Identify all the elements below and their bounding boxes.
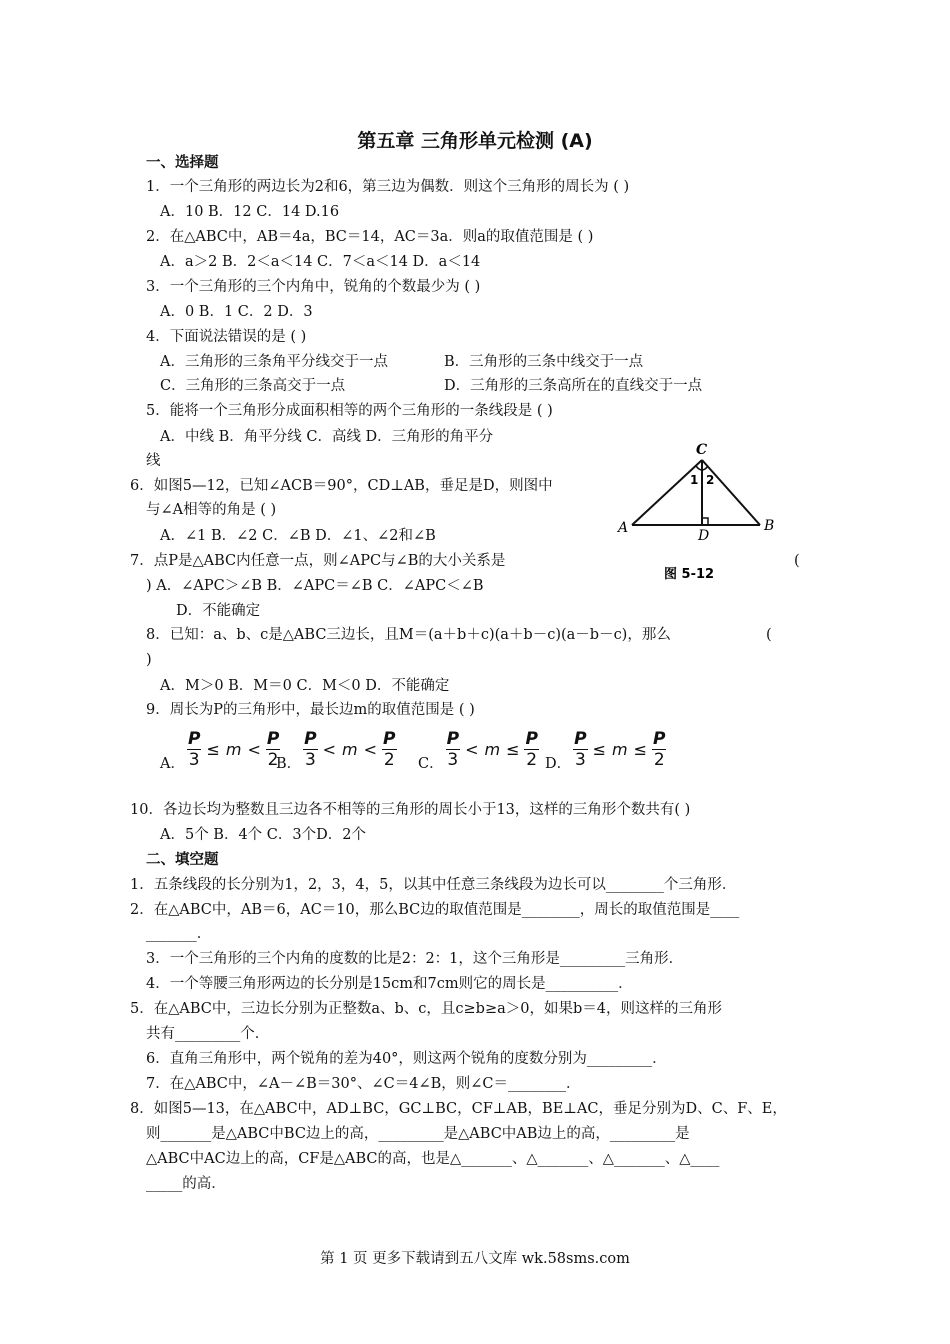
question-4-option-b: B．三角形的三条中线交于一点 xyxy=(444,354,644,370)
label-c: C xyxy=(696,442,708,458)
label-angle-2: 2 xyxy=(706,473,715,487)
fill-8-line-3: △ABC中AC边上的高，CF是△ABC的高，也是△_______、△_______、△_______、△____ xyxy=(146,1151,720,1167)
question-1: 1．一个三角形的两边长为2和6，第三边为偶数．则这个三角形的周长为 ( ) xyxy=(146,179,630,195)
question-9: 9．周长为P的三角形中，最长边m的取值范围是 ( ) xyxy=(146,702,475,718)
question-4: 4．下面说法错误的是 ( ) xyxy=(146,329,307,345)
fill-2: 2．在△ABC中，AB＝6，AC＝10，那么BC边的取值范围是________，周长的取值范围是____ xyxy=(130,902,740,918)
option-label: B． xyxy=(276,756,302,772)
question-3: 3．一个三角形的三个内角中，锐角的个数最少为 ( ) xyxy=(146,279,481,295)
question-6: 6．如图5—12，已知∠ACB＝90°，CD⊥AB，垂足是D，则图中 xyxy=(130,478,553,494)
question-6-continuation: 与∠A相等的角是 ( ) xyxy=(146,502,277,518)
fill-2-continuation: _______． xyxy=(146,926,212,942)
denominator: 2 xyxy=(267,749,279,770)
question-2: 2．在△ABC中，AB＝4a，BC＝14，AC＝3a．则a的取值范围是 ( ) xyxy=(146,229,594,245)
question-7: 7．点P是△ABC内任意一点，则∠APC与∠B的大小关系是 xyxy=(130,553,506,569)
side-cb xyxy=(702,460,760,525)
side-ac xyxy=(632,460,702,525)
question-4-option-a: A．三角形的三条角平分线交于一点 xyxy=(160,354,388,370)
operator: < xyxy=(363,740,378,759)
fill-4: 4．一个等腰三角形两边的长分别是15cm和7cm则它的周长是__________． xyxy=(146,976,633,992)
fraction xyxy=(524,730,538,770)
question-10-options: A．5个 B．4个 C．3个D．2个 xyxy=(160,827,366,843)
fraction xyxy=(187,730,201,770)
fill-5-continuation: 共有_________个． xyxy=(146,1026,270,1042)
figure-5-12 xyxy=(612,440,792,590)
fraction xyxy=(382,730,396,770)
fill-6: 6．直角三角形中，两个锐角的差为40°，则这两个锐角的度数分别为_________． xyxy=(146,1051,667,1067)
variable-m: m xyxy=(225,740,242,759)
question-8-options: A．M＞0 B．M＝0 C．M＜0 D．不能确定 xyxy=(160,678,450,694)
fill-8: 8．如图5—13，在△ABC中，AD⊥BC，GC⊥BC，CF⊥AB，BE⊥AC，垂足分别为D、C、F、E， xyxy=(130,1101,787,1117)
numerator: P xyxy=(304,728,317,749)
question-7-option-d: D．不能确定 xyxy=(176,603,261,619)
question-6-options: A．∠1 B．∠2 C．∠B D．∠1、∠2和∠B xyxy=(160,528,436,544)
denominator: 2 xyxy=(383,749,395,770)
question-9-option-a xyxy=(160,726,282,773)
question-9-option-d xyxy=(545,726,668,773)
numerator: P xyxy=(383,728,396,749)
fill-8-line-4: _____的高． xyxy=(146,1176,226,1192)
question-3-options: A．0 B．1 C．2 D．3 xyxy=(160,304,313,320)
operator: < xyxy=(465,740,479,759)
operator: < xyxy=(247,740,261,759)
option-label: D． xyxy=(545,756,572,772)
label-d: D xyxy=(698,528,710,544)
fraction xyxy=(303,730,317,770)
fill-5: 5．在△ABC中，三边长分别为正整数a、b、c，且c≥b≥a＞0，如果b＝4，则这样的三角形 xyxy=(130,1001,722,1017)
denominator: 3 xyxy=(574,749,586,770)
question-9-option-b xyxy=(276,726,399,773)
page-title: 第五章 三角形单元检测 (A) xyxy=(357,130,593,152)
variable-m: m xyxy=(612,740,628,759)
fraction xyxy=(446,730,460,770)
question-8-close-paren: ) xyxy=(146,652,152,668)
operator: < xyxy=(322,740,337,759)
denominator: 2 xyxy=(653,749,665,770)
question-8-paren: ( xyxy=(766,627,772,643)
variable-m: m xyxy=(342,740,358,759)
label-b: B xyxy=(764,518,775,534)
numerator: P xyxy=(525,728,538,749)
denominator: 3 xyxy=(188,749,200,770)
denominator: 2 xyxy=(526,749,538,770)
question-10: 10．各边长均为整数且三边各不相等的三角形的周长小于13，这样的三角形个数共有( ) xyxy=(130,802,691,818)
fill-1: 1．五条线段的长分别为1，2，3，4，5，以其中任意三条线段为边长可以________个三角形． xyxy=(130,877,737,893)
denominator: 3 xyxy=(447,749,459,770)
question-5-options: A．中线 B．角平分线 C．高线 D．三角形的角平分 xyxy=(160,429,494,445)
numerator: P xyxy=(574,728,587,749)
figure-caption: 图 5-12 xyxy=(664,567,715,582)
fill-7: 7．在△ABC中，∠A－∠B＝30°、∠C＝4∠B，则∠C＝________． xyxy=(146,1076,581,1092)
option-label: A． xyxy=(160,756,185,772)
question-4-option-d: D．三角形的三条高所在的直线交于一点 xyxy=(444,378,703,394)
numerator: P xyxy=(446,728,460,749)
page-footer: 第 1 页 更多下载请到五八文库 wk.58sms.com xyxy=(320,1251,630,1267)
label-a: A xyxy=(618,520,629,536)
question-4-option-c: C．三角形的三条高交于一点 xyxy=(160,378,346,394)
fraction xyxy=(573,730,587,770)
question-9-option-c xyxy=(418,726,541,773)
numerator: P xyxy=(653,728,666,749)
operator: ≤ xyxy=(633,740,648,759)
question-1-options: A．10 B．12 C．14 D.16 xyxy=(160,204,340,220)
question-7-options: ) A．∠APC＞∠B B．∠APC＝∠B C．∠APC＜∠B xyxy=(146,578,484,594)
question-5-continuation: 线 xyxy=(146,453,161,469)
numerator: P xyxy=(266,728,280,749)
fill-8-line-2: 则_______是△ABC中BC边上的高，_________是△ABC中AB边上的高，_________是 xyxy=(146,1126,690,1142)
question-5: 5．能将一个三角形分成面积相等的两个三角形的一条线段是 ( ) xyxy=(146,403,553,419)
numerator: P xyxy=(187,728,201,749)
section-choice-heading: 一、选择题 xyxy=(146,155,219,171)
variable-m: m xyxy=(484,740,501,759)
fraction xyxy=(652,730,666,770)
option-label: C． xyxy=(418,756,444,772)
label-angle-1: 1 xyxy=(690,473,699,487)
question-7-paren: ( xyxy=(794,553,800,569)
question-2-options: A．a＞2 B．2＜a＜14 C．7＜a＜14 D．a＜14 xyxy=(160,254,481,270)
section-fill-heading: 二、填空题 xyxy=(146,852,219,868)
operator: ≤ xyxy=(506,740,520,759)
question-8: 8．已知：a、b、c是△ABC三边长，且M＝(a＋b＋c)(a＋b－c)(a－b－c)，那么 xyxy=(146,627,671,643)
operator: ≤ xyxy=(206,740,220,759)
fill-3: 3．一个三角形的三个内角的度数的比是2：2：1，这个三角形是_________三角形． xyxy=(146,951,684,967)
operator: ≤ xyxy=(592,740,607,759)
denominator: 3 xyxy=(304,749,316,770)
